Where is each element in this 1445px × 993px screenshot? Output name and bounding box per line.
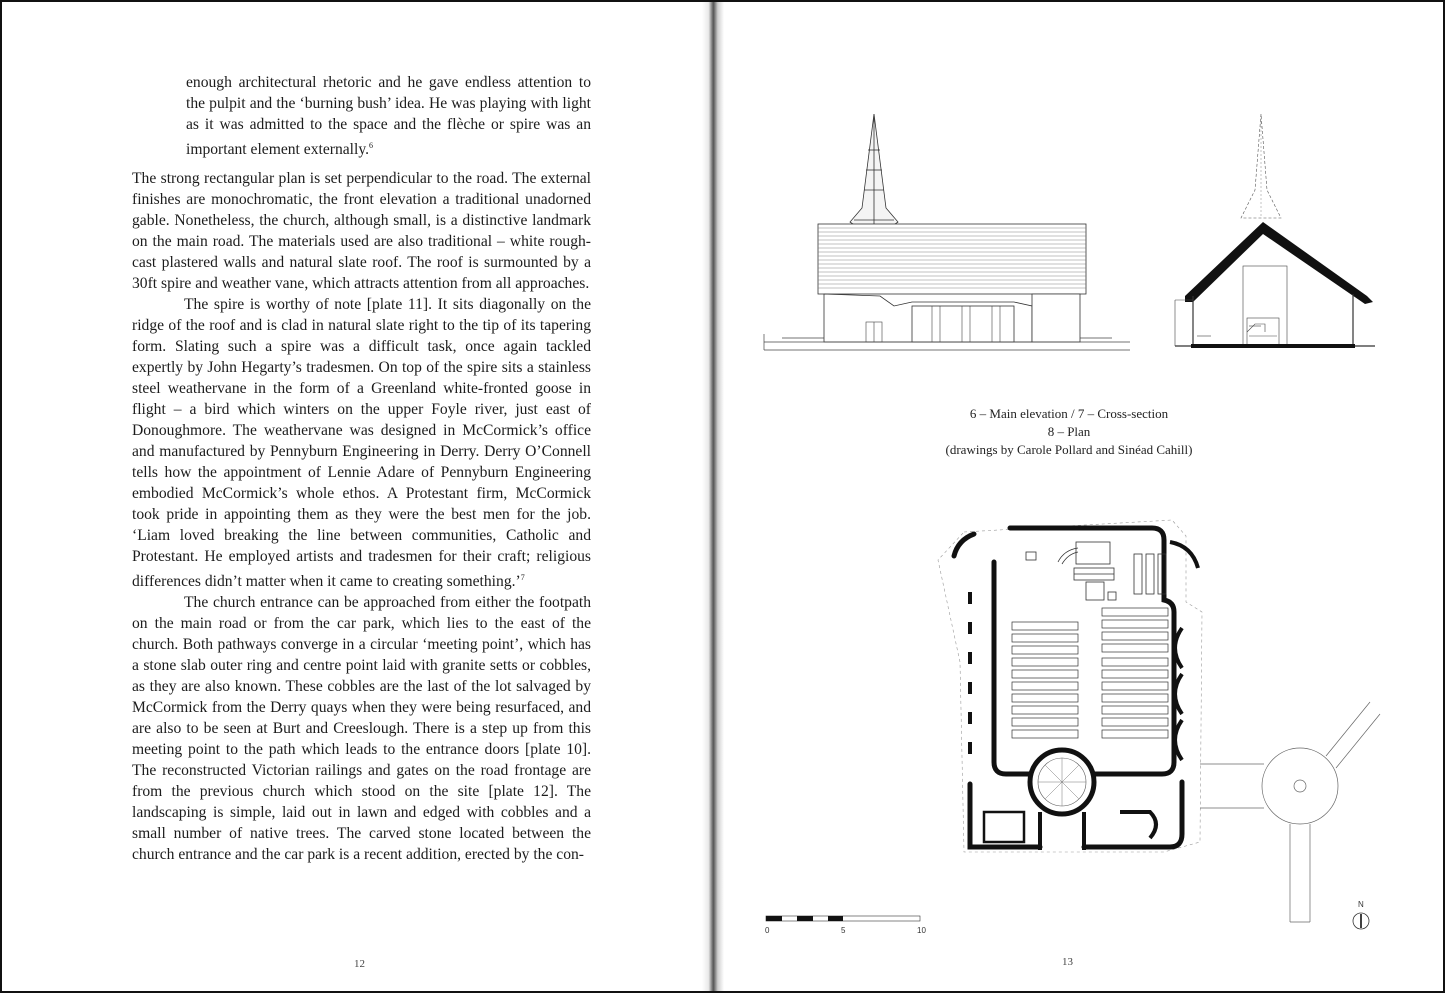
north-arrow-icon <box>1351 911 1371 931</box>
scale-label: 10 <box>917 926 926 935</box>
paragraph-spire <box>132 294 591 592</box>
right-page <box>724 2 1443 991</box>
caption-line: 6 – Main elevation / 7 – Cross-section <box>969 406 1169 421</box>
footnote-marker: 6 <box>369 141 374 150</box>
body-text <box>132 72 591 865</box>
main-elevation-drawing <box>762 110 1132 355</box>
block-quote <box>186 72 591 160</box>
page-number-left: 12 <box>354 958 365 970</box>
floor-plan-drawing <box>924 512 1384 927</box>
caption-line: (drawings by Carole Pollard and Sinéad Cahill) <box>945 442 1193 457</box>
caption-line: 8 – Plan <box>1047 424 1091 439</box>
paragraph-entrance: The church entrance can be approached from either the footpath on the main road or from the car park, which lies to the east of the church. Both pathways converge in a circular ‘meeting point’, which has a stone slab outer ring and centre point laid with granite setts or cobbles, as they are also known. These cobbles are the last of the lot salvaged by McCormick from the Derry quays when they were being resurfaced, and are also to be seen at Burt and Creeslough. There is a step up from this meeting point to the path which leads to the entrance doors [plate 10]. The reconstructed Victorian railings and gates on the road frontage are from the previous church which stood on the site [plate 12]. The landscaping is simple, laid out in lawn and edged with cobbles and a small number of native trees. The carved stone located between the church entrance and the car park is a recent addition, erected by the con- <box>132 594 591 864</box>
north-label: N <box>1358 900 1364 909</box>
book-gutter <box>702 2 724 991</box>
figure-caption <box>904 405 1234 459</box>
scale-bar <box>764 914 924 926</box>
scale-label: 0 <box>765 926 770 935</box>
paragraph-plan: The strong rectangular plan is set perpendicular to the road. The external finishes are monochromatic, the front elevation a traditional unadorned gable. Nonetheless, the church, although small, is a distinctive landmark on the main road. The materials used are also traditional – white rough-cast plastered walls and natural slate roof. The roof is surmounted by a 30ft spire and weather vane, which attracts attention from all approaches. <box>132 170 591 293</box>
quote-text: enough architectural rhetoric and he gave endless attention to the pulpit and the ‘burning bush’ idea. He was playing with light as it was admitted to the space and the flèche or spire was an important element externally. <box>186 74 591 159</box>
paragraph-spire-text: The spire is worthy of note [plate 11]. It sits diagonally on the ridge of the roof and is clad in natural slate right to the tip of its tapering form. Slating such a spire was a difficult task, once again tackled expertly by John Hegarty’s tradesmen. On top of the spire sits a stainless steel weathervane in the form of a Greenland white-fronted goose in flight – a bird which winters on the upper Foyle river, just east of Donoughmore. The weathervane was designed in McCormick’s office and manufactured by Pennyburn Engineering in Derry. Derry O’Connell tells how the appointment of Lennie Adare of Pennyburn Engineering embodied McCormick’s whole ethos. A Protestant firm, McCormick took pride in appointing them as they were the best men for the job. ‘Liam loved breaking the line between communities, Catholic and Protestant. He employed artists and tradesmen for their craft; religious differences didn’t matter when it came to creating something.’ <box>132 296 591 591</box>
cross-section-drawing <box>1169 110 1379 355</box>
footnote-marker: 7 <box>520 573 525 583</box>
page-number-right: 13 <box>1062 956 1073 968</box>
scale-label: 5 <box>841 926 846 935</box>
left-page <box>2 2 702 991</box>
